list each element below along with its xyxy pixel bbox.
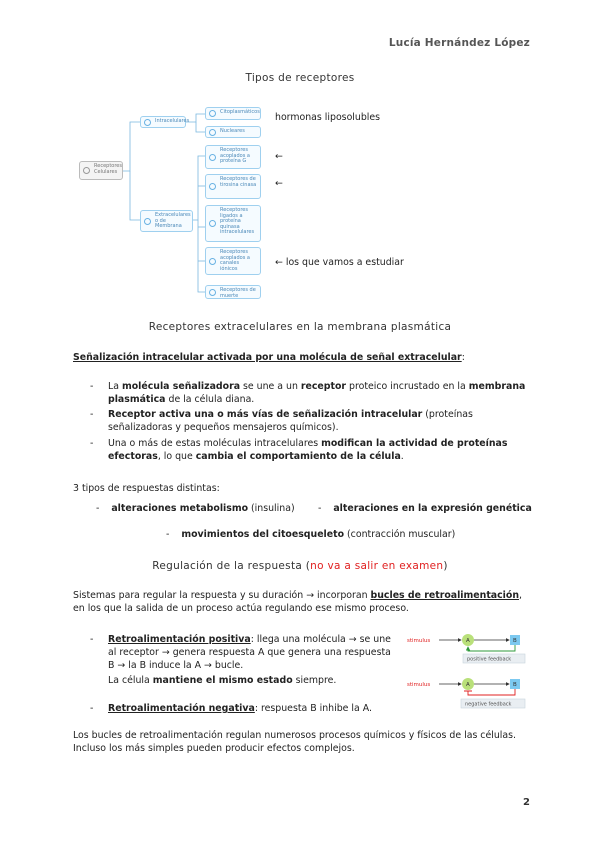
positive-feedback-line2: [108, 674, 336, 687]
bullet-text: .: [400, 451, 404, 462]
leaf-label: Receptores de muerte: [220, 287, 256, 299]
bullet-dash: -: [318, 503, 322, 514]
negative-loop: [468, 689, 515, 695]
bullet-dash: -: [90, 409, 94, 420]
mindmap-connectors: [0, 0, 600, 320]
mindmap-leaf-nuclear: [205, 126, 261, 138]
regulation-title-text: Regulación de la respuesta (: [152, 560, 311, 572]
mindmap-leaf-death: [205, 285, 261, 299]
node-b-label: B: [513, 638, 517, 644]
positive-feedback-item: [90, 633, 393, 672]
bullet-dash: -: [90, 634, 94, 645]
bullet-dash: -: [166, 529, 170, 540]
leaf-label: Receptores acoplados a canales iónicos: [220, 249, 250, 272]
bullet-text: se une a un: [240, 381, 301, 392]
positive-line2-text: La célula: [108, 675, 153, 686]
mindmap-leaf-ion-channel: [205, 247, 261, 275]
section-title-extracellular: Receptores extracelulares en la membrana plasmática: [148, 321, 452, 333]
bullet-bold: modifican la actividad de proteínas efectoras: [108, 438, 508, 462]
bullet-text: de la célula diana.: [165, 394, 255, 405]
response-bold: movimientos del citoesqueleto: [181, 529, 345, 540]
signaling-heading: [73, 351, 533, 364]
bullet-item: [90, 408, 526, 434]
leaf-label: Receptores ligados a proteína quinasa intracelulares: [220, 207, 255, 236]
bullet-item: [90, 380, 526, 406]
annotation-hormones: hormonas liposolubles: [275, 112, 381, 123]
response-rest: (insulina): [248, 503, 295, 514]
author-name: Lucía Hernández López: [388, 37, 530, 49]
response-item: [318, 502, 532, 515]
positive-label: Retroalimentación positiva: [108, 634, 251, 645]
leaf-label: Receptores de tirosina cinasa: [220, 176, 257, 188]
page-number: 2: [523, 797, 530, 808]
death-icon: [209, 289, 216, 296]
positive-line2-text: siempre.: [292, 675, 337, 686]
bullet-dash: -: [96, 503, 100, 514]
branch-extracellular-label: Extracelulares o de Membrana: [155, 212, 191, 230]
mindmap-leaf-cytoplasmic: [205, 107, 261, 120]
bullet-text: Una o más de estas moléculas intracelulares: [108, 438, 322, 449]
bullet-item: [90, 437, 526, 463]
signaling-heading-text: Señalización intracelular activada por una molécula de señal extracelular: [73, 352, 462, 363]
responses-intro: 3 tipos de respuestas distintas:: [73, 483, 220, 494]
annotation-study: ← los que vamos a estudiar: [275, 257, 404, 268]
branch-intracellular-label: Intracelulares: [155, 118, 190, 124]
bullet-dash: -: [90, 381, 94, 392]
stimulus-label: stimulus: [407, 682, 431, 688]
response-item: [96, 502, 295, 515]
heading-colon: :: [461, 352, 465, 363]
positive-loop: [468, 645, 515, 651]
node-a-label: A: [466, 638, 470, 644]
bullet-dash: -: [90, 703, 94, 714]
cell-icon: [144, 119, 151, 126]
regulation-title-red: no va a salir en examen: [310, 560, 444, 572]
positive-text: : llega una molécula → se une al receptor → genera respuesta A que genera una respuesta B → la B induce la A → bucle.: [108, 634, 391, 671]
mindmap-root-label: Receptores Celulares: [94, 163, 122, 175]
section-title-receptor-types: Tipos de receptores: [245, 72, 355, 84]
receptor-icon: [209, 154, 216, 161]
stimulus-label: stimulus: [407, 638, 431, 644]
negative-label: Retroalimentación negativa: [108, 703, 255, 714]
bullet-bold: membrana plasmática: [108, 381, 526, 405]
negative-feedback-label: negative feedback: [465, 701, 512, 708]
regulation-intro: [73, 589, 533, 615]
gear-icon: [83, 167, 90, 174]
response-item: [166, 528, 455, 541]
membrane-icon: [144, 218, 151, 225]
cytoplasm-icon: [209, 110, 216, 117]
intro-text: , en los que la salida de un proceso actúa regulando ese mismo proceso.: [73, 590, 522, 614]
leaf-label: Nucleares: [220, 128, 245, 134]
bullet-bold: cambia el comportamiento de la célula: [195, 451, 401, 462]
mindmap-leaf-tyrosine-kinase: [205, 174, 261, 199]
leaf-label: Receptores acoplados a proteína G: [220, 147, 250, 165]
intro-text: Sistemas para regular la respuesta y su duración → incorporan: [73, 590, 371, 601]
leaf-label: Citoplasmáticos: [220, 109, 260, 115]
mindmap-leaf-protein-kinase: [205, 205, 261, 242]
mindmap-root: [79, 161, 123, 180]
bullet-bold: molécula señalizadora: [121, 381, 241, 392]
regulation-title-end: ): [443, 560, 448, 572]
bullet-text: (proteínas señalizadoras y pequeños mensajeros químicos).: [108, 409, 473, 433]
receptor-icon: [209, 220, 216, 227]
response-bold: alteraciones metabolismo: [111, 503, 249, 514]
section-title-regulation: [0, 560, 600, 572]
negative-text: : respuesta B inhibe la A.: [254, 703, 372, 714]
response-rest: (contracción muscular): [344, 529, 456, 540]
annotation-arrow-tyrosine: ←: [275, 178, 283, 189]
annotation-arrow-gprotein: ←: [275, 151, 283, 162]
mindmap-branch-intracellular: [140, 116, 190, 128]
positive-line2-bold: mantiene el mismo estado: [152, 675, 293, 686]
receptor-icon: [209, 183, 216, 190]
feedback-diagram: [405, 628, 535, 720]
mindmap-leaf-gprotein: [205, 145, 261, 169]
bullet-bold: Receptor activa una o más vías de señalización intracelular: [108, 409, 423, 420]
bullet-text: proteico incrustado en la: [346, 381, 469, 392]
node-a-label: A: [466, 682, 470, 688]
bullet-dash: -: [90, 438, 94, 449]
channel-icon: [209, 258, 216, 265]
negative-feedback-item: [90, 702, 372, 715]
positive-feedback-label: positive feedback: [467, 656, 512, 663]
bullet-text: La: [108, 381, 122, 392]
closing-paragraph: Los bucles de retroalimentación regulan numerosos procesos químicos y físicos de las células. Incluso los más simples pueden producir efectos complejos.: [73, 730, 516, 754]
nucleus-icon: [209, 129, 216, 136]
bullet-bold: receptor: [300, 381, 347, 392]
mindmap-branch-extracellular: [140, 210, 193, 232]
node-b-label: B: [513, 682, 517, 688]
response-bold: alteraciones en la expresión genética: [333, 503, 532, 514]
intro-bold: bucles de retroalimentación: [370, 590, 520, 601]
bullet-text: , lo que: [157, 451, 196, 462]
